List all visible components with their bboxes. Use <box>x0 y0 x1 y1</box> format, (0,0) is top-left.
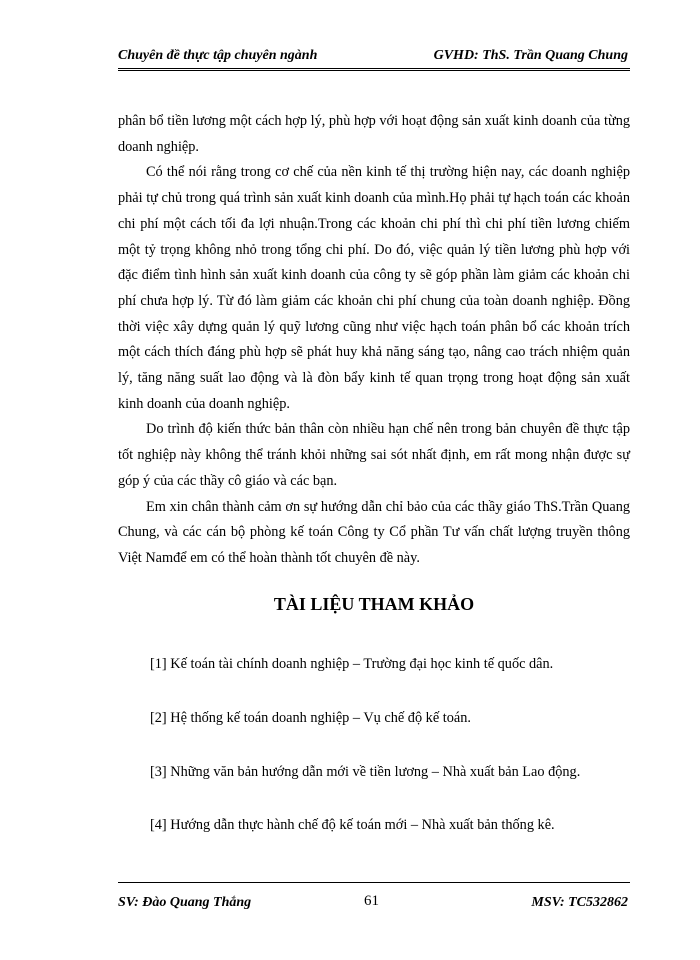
body-text <box>118 109 630 572</box>
page-header <box>118 46 630 71</box>
reference-item-1: [1] Kế toán tài chính doanh nghiệp – Trường đại học kinh tế quốc dân. <box>150 656 554 672</box>
references-title: TÀI LIỆU THAM KHẢO <box>273 594 475 614</box>
reference-item-2: [2] Hệ thống kế toán doanh nghiệp – Vụ chế độ kế toán. <box>150 710 471 726</box>
paragraph-1: phân bổ tiền lương một cách hợp lý, phù hợp với hoạt động sản xuất kinh doanh của từng doanh nghiệp. <box>118 113 630 155</box>
header-course-title: Chuyên đề thực tập chuyên ngành <box>118 48 318 63</box>
header-supervisor: GVHD: ThS. Trần Quang Chung <box>433 48 628 63</box>
reference-item-4: [4] Hướng dẫn thực hành chế độ kế toán mới – Nhà xuất bản thống kê. <box>150 817 555 833</box>
page-number: 61 <box>364 893 379 909</box>
footer-student-id: MSV: TC532862 <box>531 895 628 910</box>
paragraph-2: Có thể nói rằng trong cơ chế của nền kinh tế thị trường hiện nay, các doanh nghiệp phải tự chủ trong quá trình sản xuất kinh doanh của mình.Họ phải tự hạch toán các khoản chi phí một cách tối đa lợi nhuận.Trong các khoản chi phí thì chi phí tiền lương chiếm một tỷ trọng không nhỏ trong tổng chi phí. Do đó, việc quản lý tiền lương phù hợp với đặc điểm tình hình sản xuất kinh doanh của công ty sẽ góp phần làm giảm các khoản chi phí chưa hợp lý. Từ đó làm giảm các khoản chi phí chung của toàn doanh nghiệp. Đồng thời việc xây dựng quản lý quỹ lương cũng như việc hạch toán phân bổ các khoản trích một cách thích đáng phù hợp sẽ phát huy khả năng sáng tạo, nâng cao trách nhiệm quản lý, tăng năng suất lao động và là đòn bẩy kinh tế quan trọng trong hoạt động sản xuất kinh doanh của doanh nghiệp. <box>118 164 630 412</box>
paragraph-3: Do trình độ kiến thức bản thân còn nhiều hạn chế nên trong bản chuyên đề thực tập tốt nghiệp này không thể tránh khỏi những sai sót nhất định, em rất mong nhận được sự góp ý của các thầy cô giáo và các bạn. <box>118 421 630 489</box>
footer-student-name: SV: Đào Quang Thắng <box>118 895 252 910</box>
page-footer <box>118 882 630 913</box>
reference-item-3: [3] Những văn bản hướng dẫn mới về tiền lương – Nhà xuất bản Lao động. <box>150 764 581 780</box>
paragraph-4: Em xin chân thành cảm ơn sự hướng dẫn chỉ bảo của các thầy giáo ThS.Trần Quang Chung, và các cán bộ phòng kế toán Công ty Cổ phần Tư vấn chất lượng truyền thông Việt Namđể em có thể hoàn thành tốt chuyên đề này. <box>118 498 630 566</box>
